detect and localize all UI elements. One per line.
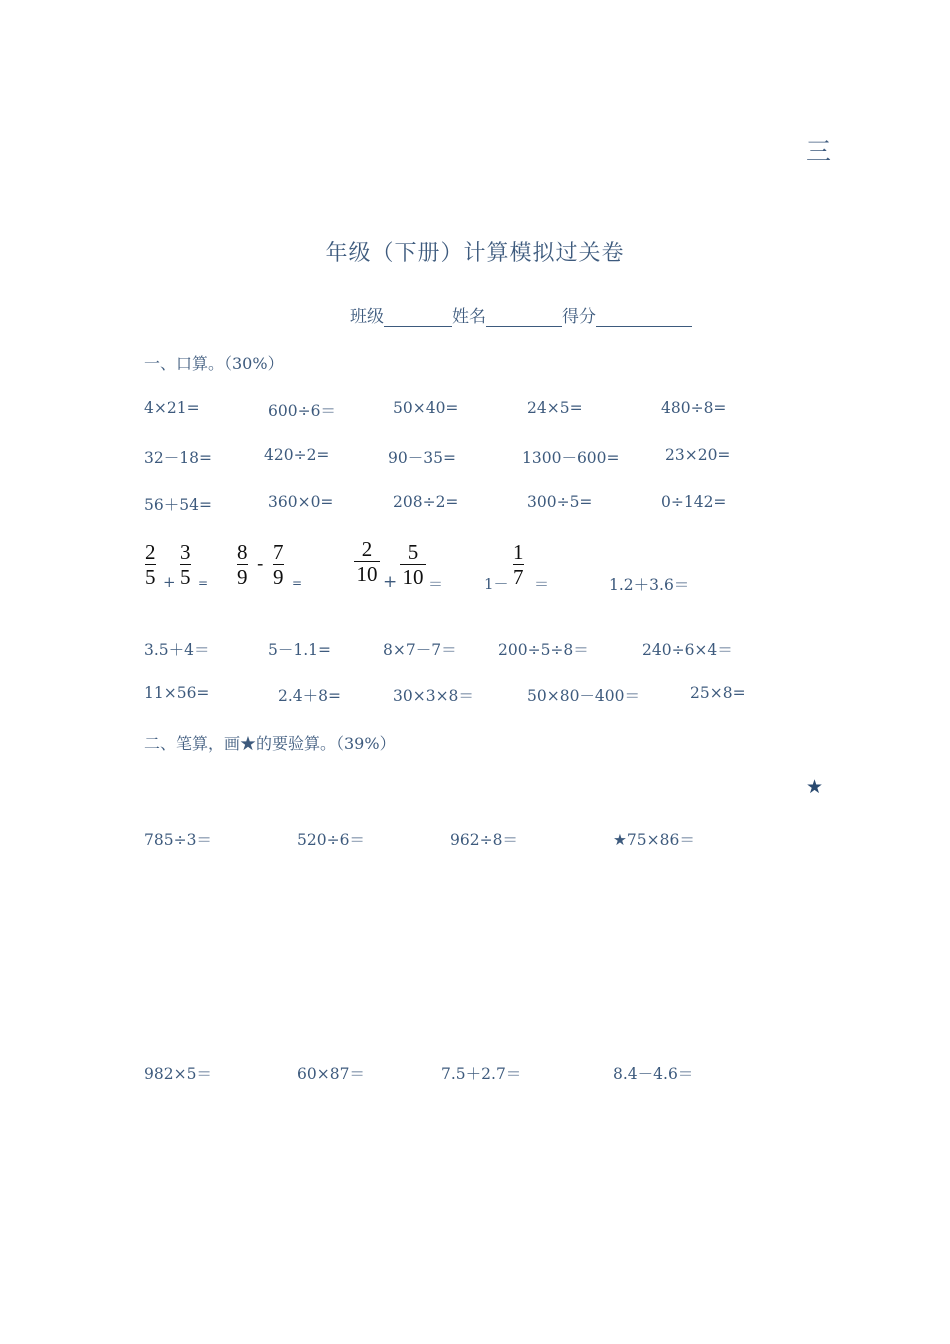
fraction: 1 7 [513,540,524,589]
oral-item: 5－1.1= [268,641,331,659]
star-icon: ★ [806,776,824,798]
fraction: 5 10 [400,541,426,588]
written-item: 7.5＋2.7＝ [441,1065,522,1083]
oral-item: 3.5＋4＝ [144,641,210,659]
fraction: 3 5 [180,540,191,589]
written-item: 982×5＝ [144,1065,212,1083]
oral-item: 90－35= [388,449,456,467]
one-minus: 1－ [484,575,509,593]
equals-sign: = [198,576,209,590]
oral-item: 2.4＋8= [278,687,341,705]
oral-item: 11×56= [144,684,210,702]
name-label: 姓名 [452,307,486,327]
oral-item: 23×20= [665,446,731,464]
written-item: 60×87＝ [297,1065,365,1083]
fraction: 7 9 [273,540,284,589]
oral-item: 300÷5= [527,493,593,511]
class-label: 班级 [350,307,384,327]
oral-item: 56＋54= [144,496,212,514]
fraction: 2 10 [354,538,380,585]
written-item: 520÷6＝ [297,831,365,849]
plus-sign: + [383,572,398,592]
equals-sign: ＝ [534,575,550,593]
section-heading-oral: 一、口算。（30%） [144,354,284,373]
oral-item: 420÷2= [264,446,330,464]
oral-item: 25×8= [690,684,746,702]
oral-item: 200÷5÷8＝ [498,641,589,659]
grade-number: 三 [806,137,832,166]
written-item: ★75×86＝ [613,831,695,849]
minus-sign: - [257,553,264,575]
written-item: 962÷8＝ [450,831,518,849]
class-blank[interactable] [384,308,452,327]
written-item: 785÷3＝ [144,831,212,849]
name-blank[interactable] [486,308,562,327]
oral-item: 1300－600= [522,449,620,467]
oral-item: 32－18= [144,449,212,467]
oral-item: 50×80－400＝ [527,687,641,705]
oral-item: 0÷142= [661,493,727,511]
oral-item: 208÷2= [393,493,459,511]
plus-sign: + [163,573,176,591]
oral-item: 30×3×8＝ [393,687,474,705]
fraction: 8 9 [237,540,248,589]
score-blank[interactable] [596,308,692,327]
page-title: 年级（下册）计算模拟过关卷 [325,241,625,266]
oral-item: 24×5= [527,399,583,417]
fraction: 2 5 [145,540,156,589]
oral-item: 50×40= [393,399,459,417]
oral-item: 4×21= [144,399,200,417]
oral-item: 8×7－7＝ [383,641,457,659]
written-item: 8.4－4.6＝ [613,1065,694,1083]
oral-item: 480÷8= [661,399,727,417]
oral-item: 360×0= [268,493,334,511]
section-heading-written: 二、笔算，画★的要验算。（39%） [144,734,396,753]
oral-item: 600÷6＝ [268,402,336,420]
equals-sign: ＝ [428,575,444,593]
score-label: 得分 [562,307,596,327]
equals-sign: = [292,576,303,590]
student-info-line [350,302,692,327]
oral-item: 240÷6×4＝ [642,641,733,659]
oral-item: 1.2＋3.6＝ [609,576,690,594]
